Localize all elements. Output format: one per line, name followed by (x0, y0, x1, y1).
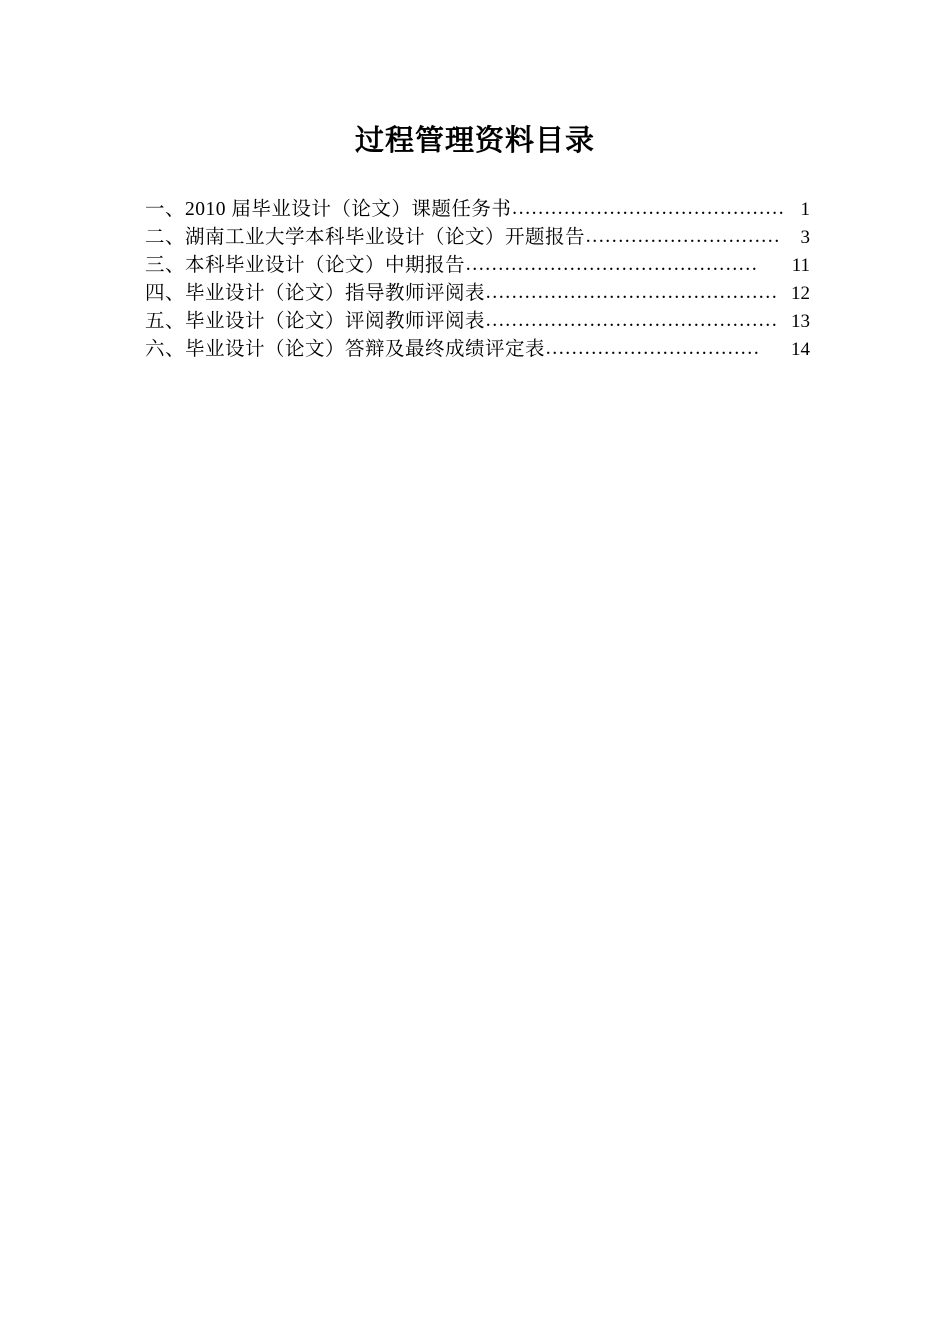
toc-page-number: 12 (791, 283, 810, 304)
toc-leader-dots: …………………………………… (511, 198, 785, 219)
toc-page-number: 14 (791, 339, 810, 360)
toc-leader-dots: ……………………………………… (485, 310, 778, 331)
toc-entry-label: 六、毕业设计（论文）答辩及最终成绩评定表 (145, 339, 546, 360)
list-item[interactable] (145, 280, 810, 307)
list-item[interactable] (145, 308, 810, 335)
toc-leader-dots: ………………………… (585, 226, 781, 247)
toc-page-number: 13 (791, 311, 810, 332)
toc-leader-dots: ……………………………………… (485, 282, 778, 303)
list-item[interactable] (145, 224, 810, 251)
list-item[interactable] (145, 252, 810, 279)
toc-entry-label: 二、湖南工业大学本科毕业设计（论文）开题报告 (145, 227, 586, 248)
toc-page-number: 3 (800, 227, 810, 248)
list-item[interactable] (145, 196, 810, 223)
toc-entry-label: 五、毕业设计（论文）评阅教师评阅表 (145, 311, 486, 332)
toc-leader-dots: …………………………… (545, 338, 760, 359)
toc-page-number: 1 (800, 199, 810, 220)
toc-entry-label: 三、本科毕业设计（论文）中期报告 (145, 255, 466, 276)
toc-entry-label: 四、毕业设计（论文）指导教师评阅表 (145, 283, 486, 304)
toc-leader-dots: ……………………………………… (465, 254, 758, 275)
toc-page-number: 11 (791, 255, 810, 276)
page-title: 过程管理资料目录 (354, 123, 595, 157)
list-item[interactable] (145, 336, 810, 363)
table-of-contents (145, 196, 810, 364)
toc-entry-label: 一、2010 届毕业设计（论文）课题任务书 (145, 199, 512, 220)
